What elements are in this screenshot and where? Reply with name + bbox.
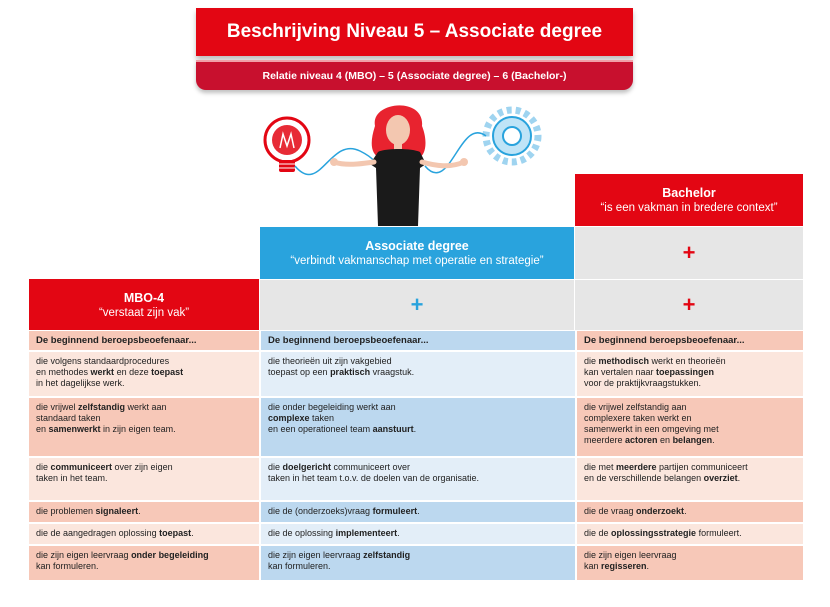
cell-line: meerdere actoren en belangen. xyxy=(584,435,715,445)
cell-line: die onder begeleiding werkt aan xyxy=(268,402,396,412)
comparison-table xyxy=(29,331,803,582)
cell-line: die de (onderzoeks)vraag formuleert. xyxy=(268,506,420,516)
associate-title: Associate degree xyxy=(365,239,469,253)
table-header-cell: De beginnend beroepsbeoefenaar... xyxy=(261,331,575,350)
cell-line: die volgens standaardprocedures xyxy=(36,356,170,366)
table-header-row xyxy=(29,331,803,350)
gear-icon xyxy=(486,110,538,162)
cell-line: complexe taken xyxy=(268,413,335,423)
cell-line: taken in het team t.o.v. de doelen van de organisatie. xyxy=(268,473,479,483)
table-cell xyxy=(261,524,575,544)
cell-line: die de aangedragen oplossing toepast. xyxy=(36,528,194,538)
cell-line: standaard taken xyxy=(36,413,101,423)
cell-line: die vrijwel zelfstandig aan xyxy=(584,402,687,412)
associate-subtitle: “verbindt vakmanschap met operatie en strategie” xyxy=(290,255,544,267)
mbo-header xyxy=(29,279,259,330)
table-row xyxy=(29,502,803,522)
bachelor-title: Bachelor xyxy=(662,186,716,200)
page-subtitle: Relatie niveau 4 (MBO) – 5 (Associate degree) – 6 (Bachelor-) xyxy=(196,60,633,90)
lightbulb-icon xyxy=(265,118,309,172)
table-header-cell: De beginnend beroepsbeoefenaar... xyxy=(577,331,803,350)
cell-line: die communiceert over zijn eigen xyxy=(36,462,173,472)
cell-line: taken in het team. xyxy=(36,473,108,483)
associate-header xyxy=(260,227,574,279)
table-cell xyxy=(29,546,259,580)
cell-line: en de verschillende belangen overziet. xyxy=(584,473,741,483)
table-cell xyxy=(577,398,803,456)
table-cell xyxy=(29,502,259,522)
illustration xyxy=(250,96,550,226)
woman-figure xyxy=(330,105,468,226)
cell-line: die de vraag onderzoekt. xyxy=(584,506,687,516)
table-row xyxy=(29,352,803,396)
table-cell xyxy=(29,458,259,500)
cell-line: in het dagelijkse werk. xyxy=(36,378,125,388)
cell-line: kan formuleren. xyxy=(268,561,331,571)
table-cell xyxy=(577,502,803,522)
page-title: Beschrijving Niveau 5 – Associate degree xyxy=(196,8,633,56)
cell-line: toepast op een praktisch vraagstuk. xyxy=(268,367,415,377)
cell-line: kan formuleren. xyxy=(36,561,99,571)
table-cell xyxy=(261,502,575,522)
table-cell xyxy=(29,398,259,456)
table-row xyxy=(29,398,803,456)
cell-line: die methodisch werkt en theorieën xyxy=(584,356,726,366)
cell-line: die de oplossing implementeert. xyxy=(268,528,400,538)
cell-line: voor de praktijkvraagstukken. xyxy=(584,378,702,388)
table-header-cell: De beginnend beroepsbeoefenaar... xyxy=(29,331,259,350)
cell-line: die zijn eigen leervraag xyxy=(584,550,677,560)
table-row xyxy=(29,458,803,500)
cell-line: die zijn eigen leervraag zelfstandig xyxy=(268,550,411,560)
table-cell xyxy=(577,458,803,500)
table-cell xyxy=(577,352,803,396)
mbo-title: MBO-4 xyxy=(123,290,165,305)
cell-line: die de oplossingsstrategie formuleert. xyxy=(584,528,742,538)
table-row xyxy=(29,524,803,544)
table-cell xyxy=(29,524,259,544)
bachelor-subtitle: “is een vakman in bredere context” xyxy=(600,202,778,214)
table-cell xyxy=(261,546,575,580)
bachelor-plus-icon: + xyxy=(575,227,803,279)
table-cell xyxy=(261,352,575,396)
bachelor-header xyxy=(575,174,803,226)
cell-line: en methodes werkt en deze toepast xyxy=(36,367,184,377)
cell-line: en samenwerkt in zijn eigen team. xyxy=(36,424,176,434)
table-cell xyxy=(29,352,259,396)
cell-line: die zijn eigen leervraag onder begeleiding xyxy=(36,550,209,560)
cell-line: samenwerkt in een omgeving met xyxy=(584,424,719,434)
table-cell xyxy=(261,458,575,500)
table-cell xyxy=(577,524,803,544)
cell-line: die theorieën uit zijn vakgebied xyxy=(268,356,392,366)
cell-line: kan regisseren. xyxy=(584,561,650,571)
cell-line: complexere taken werkt en xyxy=(584,413,692,423)
cell-line: en een operationeel team aanstuurt. xyxy=(268,424,417,434)
table-row xyxy=(29,546,803,580)
cell-line: die vrijwel zelfstandig werkt aan xyxy=(36,402,167,412)
table-cell xyxy=(577,546,803,580)
table-cell xyxy=(261,398,575,456)
mbo-subtitle: “verstaat zijn vak” xyxy=(98,306,190,319)
cell-line: kan vertalen naar toepassingen xyxy=(584,367,715,377)
cell-line: die problemen signaleert. xyxy=(36,506,141,516)
bachelor-plus-icon-2: + xyxy=(575,280,803,330)
associate-plus-icon: + xyxy=(260,280,574,330)
cell-line: die met meerdere partijen communiceert xyxy=(584,462,748,472)
cell-line: die doelgericht communiceert over xyxy=(268,462,411,472)
